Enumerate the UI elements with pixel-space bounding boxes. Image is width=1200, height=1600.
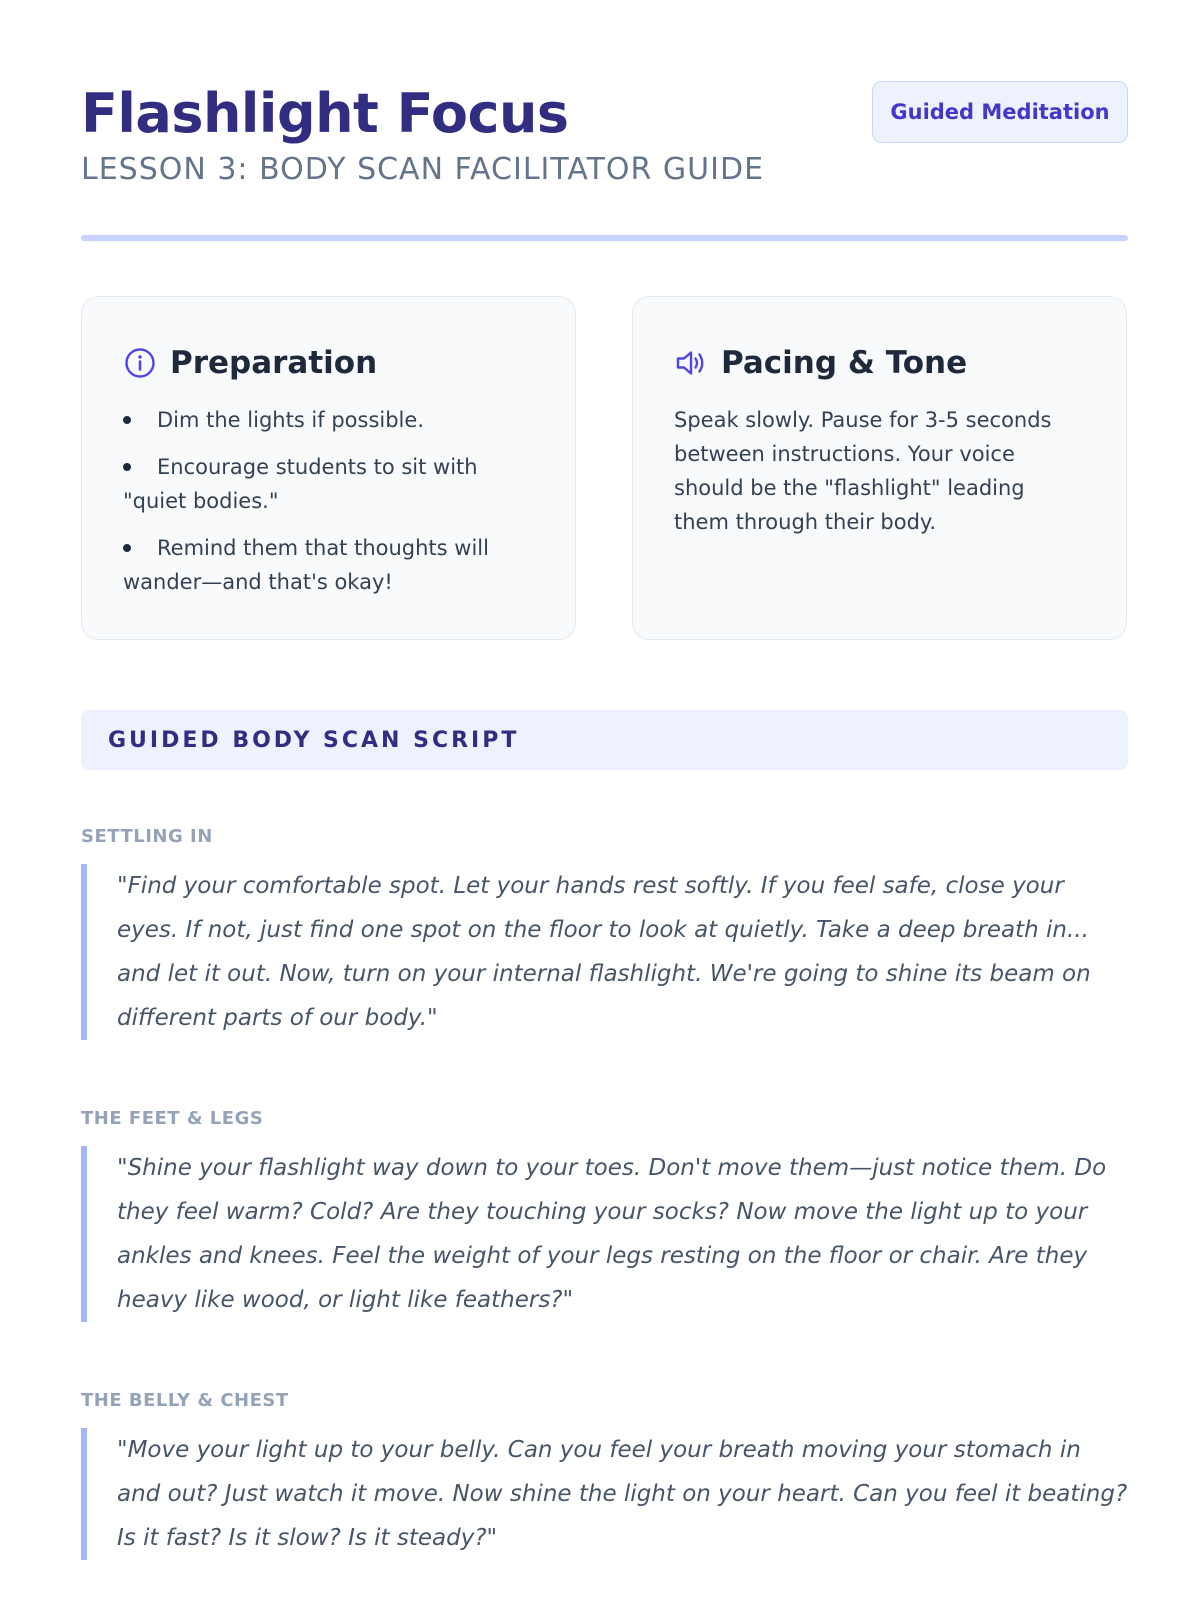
page-title: Flashlight Focus (81, 82, 569, 145)
step-quote: "Shine your flashlight way down to your toes. Don't move them—just notice them. Do they feel warm? Cold? Are they touching your socks? Now move the light up to your ankles and knees. Feel the weight of your legs resting on the floor or chair. Are they heavy like wood, or light like feathers?" (81, 1146, 1128, 1322)
category-badge: Guided Meditation (872, 81, 1128, 143)
step-label: SETTLING IN (81, 826, 213, 847)
preparation-title: Preparation (170, 345, 378, 381)
pacing-title: Pacing & Tone (721, 345, 968, 381)
step-label: THE FEET & LEGS (81, 1108, 264, 1129)
step-label: THE BELLY & CHEST (81, 1390, 289, 1411)
header (81, 0, 1128, 238)
script-section-heading: GUIDED BODY SCAN SCRIPT (81, 710, 1128, 770)
pacing-card (632, 296, 1127, 640)
script-step (81, 1388, 1128, 1560)
info-circle-icon (123, 346, 157, 380)
pacing-card-header (674, 341, 1086, 385)
preparation-card (81, 296, 576, 640)
step-quote: "Move your light up to your belly. Can you feel your breath moving your stomach in and out? Just watch it move. Now shine the light on your heart. Can you feel it beating? Is it fast? Is it slow? Is it steady?" (81, 1428, 1128, 1560)
preparation-list (123, 403, 535, 599)
list-item: Remind them that thoughts will wander—and that's okay! (123, 531, 535, 599)
page (81, 0, 1128, 1551)
pacing-text: Speak slowly. Pause for 3-5 seconds between instructions. Your voice should be the "flashlight" leading them through their body. (674, 408, 1052, 534)
header-divider (81, 235, 1128, 241)
script-step (81, 1106, 1128, 1322)
list-item: Dim the lights if possible. (123, 403, 535, 437)
info-cards (81, 296, 1128, 640)
preparation-card-header (123, 341, 535, 385)
list-item: Encourage students to sit with "quiet bodies." (123, 450, 535, 518)
speaker-volume-icon (674, 346, 708, 380)
script-step (81, 824, 1128, 1040)
step-quote: "Find your comfortable spot. Let your hands rest softly. If you feel safe, close your eyes. If not, just find one spot on the floor to look at quietly. Take a deep breath in... and let it out. Now, turn on your internal flashlight. We're going to shine its beam on different parts of our body." (81, 864, 1128, 1040)
page-subtitle: LESSON 3: BODY SCAN FACILITATOR GUIDE (81, 152, 765, 187)
